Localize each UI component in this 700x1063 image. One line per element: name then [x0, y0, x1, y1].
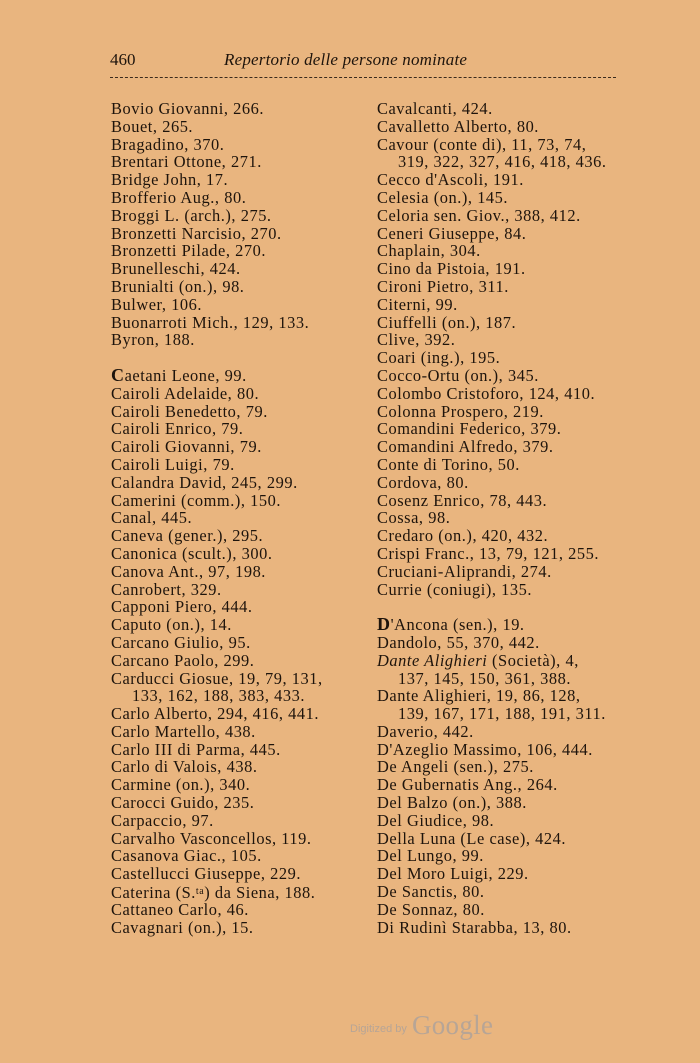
entry-text: Cino da Pistoia, 191. [377, 259, 526, 279]
entry-text: Cairoli Adelaide, 80. [111, 383, 260, 403]
entry-text: Broggi L. (arch.), 275. [111, 205, 272, 225]
entry-text: Canova Ant., 97, 198. [111, 561, 266, 581]
entry-text: Carlo Alberto, 294, 416, 441. [111, 704, 320, 724]
index-entry [377, 581, 622, 599]
index-entry [377, 118, 622, 136]
index-entry [111, 456, 356, 474]
index-entry [111, 847, 356, 865]
index-entry [111, 723, 356, 741]
index-entry [111, 207, 356, 225]
index-entry [111, 136, 356, 154]
index-entry [111, 634, 356, 652]
index-entry [377, 758, 622, 776]
index-entry [377, 367, 622, 385]
index-entry [377, 474, 622, 492]
index-entry [377, 136, 622, 154]
entry-text: 139, 167, 171, 188, 191, 311. [398, 704, 606, 724]
index-entry [111, 260, 356, 278]
entry-text: De Angeli (sen.), 275. [377, 757, 534, 777]
entry-text: 'Ancona (sen.), 19. [390, 615, 525, 635]
entry-text: Carducci Giosue, 19, 79, 131, [111, 668, 323, 688]
entry-text: Ceneri Giuseppe, 84. [377, 223, 527, 243]
index-entry [377, 527, 622, 545]
entry-text: Del Giudice, 98. [377, 810, 495, 830]
section-initial: D [377, 614, 391, 635]
entry-text: Comandini Federico, 379. [377, 419, 562, 439]
index-entry [111, 225, 356, 243]
section-gap [377, 598, 622, 616]
entry-text: Chaplain, 304. [377, 241, 481, 261]
entry-text: Bronzetti Pilade, 270. [111, 241, 267, 261]
entry-text: Di Rudinì Starabba, 13, 80. [377, 917, 572, 937]
index-entry [111, 652, 356, 670]
entry-text: Cavalletto Alberto, 80. [377, 116, 539, 136]
entry-italic-name: Dante Alighieri [377, 650, 488, 670]
entry-text: Capponi Piero, 444. [111, 597, 253, 617]
entry-text: Cairoli Luigi, 79. [111, 454, 235, 474]
entry-text: Cairoli Enrico, 79. [111, 419, 244, 439]
entry-text: Coari (ing.), 195. [377, 348, 501, 368]
index-entry [111, 883, 356, 901]
entry-text: Canonica (scult.), 300. [111, 543, 273, 563]
entry-text: Brunialti (on.), 98. [111, 276, 245, 296]
google-logo: Google [411, 1010, 494, 1040]
entry-text: De Sonnaz, 80. [377, 899, 485, 919]
entry-text: Carcano Paolo, 299. [111, 650, 255, 670]
entry-text: Ciuffelli (on.), 187. [377, 312, 517, 332]
entry-text: 133, 162, 188, 383, 433. [132, 686, 306, 706]
index-entry [111, 331, 356, 349]
index-entry [377, 171, 622, 189]
index-column-right [377, 100, 622, 936]
entry-text: Clive, 392. [377, 330, 456, 350]
entry-text: De Sanctis, 80. [377, 882, 485, 902]
entry-text: Colonna Prospero, 219. [377, 401, 544, 421]
entry-text: 137, 145, 150, 361, 388. [398, 668, 572, 688]
entry-text: Celesia (on.), 145. [377, 187, 509, 207]
entry-text: Celoria sen. Giov., 388, 412. [377, 205, 581, 225]
entry-text: (Società), 4, [487, 650, 579, 670]
index-entry [377, 385, 622, 403]
entry-text: Byron, 188. [111, 330, 195, 350]
index-entry [111, 865, 356, 883]
entry-text: Caputo (on.), 14. [111, 615, 232, 635]
index-entry [377, 776, 622, 794]
entry-text: Carmine (on.), 340. [111, 775, 251, 795]
entry-text: Dandolo, 55, 370, 442. [377, 632, 540, 652]
index-entry [111, 616, 356, 634]
index-entry [377, 865, 622, 883]
index-entry [111, 794, 356, 812]
entry-text: Bragadino, 370. [111, 134, 225, 154]
index-entry [377, 847, 622, 865]
index-entry [111, 581, 356, 599]
index-entry [377, 349, 622, 367]
index-entry [377, 438, 622, 456]
index-entry [377, 260, 622, 278]
index-entry [111, 403, 356, 421]
entry-text: Bronzetti Narcisio, 270. [111, 223, 282, 243]
entry-text: Cocco-Ortu (on.), 345. [377, 365, 539, 385]
entry-text: De Gubernatis Ang., 264. [377, 775, 558, 795]
index-entry [377, 403, 622, 421]
entry-text: Della Luna (Le case), 424. [377, 828, 567, 848]
entry-text: Carlo di Valois, 438. [111, 757, 258, 777]
index-entry [377, 652, 622, 670]
index-entry [377, 616, 622, 634]
entry-text: Comandini Alfredo, 379. [377, 437, 554, 457]
entry-text: Camerini (comm.), 150. [111, 490, 282, 510]
entry-text: Cossa, 98. [377, 508, 451, 528]
index-entry [377, 456, 622, 474]
index-entry [377, 314, 622, 332]
entry-text: Cosenz Enrico, 78, 443. [377, 490, 548, 510]
entry-text: Calandra David, 245, 299. [111, 472, 298, 492]
index-entry [111, 545, 356, 563]
index-entry [377, 883, 622, 901]
entry-text: Cavalcanti, 424. [377, 99, 493, 118]
entry-text: Del Balzo (on.), 388. [377, 793, 527, 813]
index-entry [111, 758, 356, 776]
index-entry [111, 598, 356, 616]
entry-text: Carlo Martello, 438. [111, 721, 256, 741]
index-entry-continuation [111, 687, 356, 705]
index-entry [111, 278, 356, 296]
entry-text: Bovio Giovanni, 266. [111, 99, 265, 118]
entry-text: aetani Leone, 99. [124, 365, 247, 385]
index-entry [111, 563, 356, 581]
entry-text: Carocci Guido, 235. [111, 793, 255, 813]
index-column-left [111, 100, 356, 936]
index-entry [377, 296, 622, 314]
index-entry [111, 901, 356, 919]
index-entry [377, 741, 622, 759]
digitized-by-label: Digitized by [350, 1023, 407, 1035]
index-entry [111, 492, 356, 510]
index-entry [111, 100, 356, 118]
index-entry [377, 812, 622, 830]
index-entry [377, 794, 622, 812]
entry-text: Casanova Giac., 105. [111, 846, 262, 866]
entry-text: Cecco d'Ascoli, 191. [377, 170, 524, 190]
entry-text: Bulwer, 106. [111, 294, 203, 314]
index-entry [377, 634, 622, 652]
index-entry [377, 509, 622, 527]
entry-text: Caneva (gener.), 295. [111, 526, 264, 546]
index-entry [111, 812, 356, 830]
index-entry [111, 509, 356, 527]
index-entry [111, 420, 356, 438]
page-header [110, 50, 616, 74]
index-entry [111, 153, 356, 171]
header-rule [110, 77, 616, 78]
index-entry [111, 474, 356, 492]
index-entry [377, 225, 622, 243]
index-entry [111, 296, 356, 314]
section-gap [111, 349, 356, 367]
entry-text: Credaro (on.), 420, 432. [377, 526, 549, 546]
index-entry [377, 687, 622, 705]
index-entry [377, 420, 622, 438]
entry-text: Cairoli Giovanni, 79. [111, 437, 262, 457]
entry-text-tail: ) da Siena, 188. [204, 883, 316, 903]
entry-text: Crispi Franc., 13, 79, 121, 255. [377, 543, 600, 563]
entry-text: Cattaneo Carlo, 46. [111, 899, 249, 919]
index-entry [111, 776, 356, 794]
entry-text: Cordova, 80. [377, 472, 469, 492]
entry-text: Carcano Giulio, 95. [111, 632, 251, 652]
index-entry [111, 438, 356, 456]
index-entry [111, 364, 356, 385]
entry-text: Buonarroti Mich., 129, 133. [111, 312, 310, 332]
entry-text: Brunelleschi, 424. [111, 259, 241, 279]
entry-text: Brofferio Aug., 80. [111, 187, 247, 207]
index-entry [377, 207, 622, 225]
index-entry [111, 705, 356, 723]
page-number: 460 [110, 50, 136, 69]
index-entry [377, 830, 622, 848]
entry-text: Daverio, 442. [377, 721, 474, 741]
entry-text: Cruciani-Aliprandi, 274. [377, 561, 552, 581]
entry-text: Carvalho Vasconcellos, 119. [111, 828, 312, 848]
index-entry [111, 385, 356, 403]
index-entry-continuation [377, 670, 622, 688]
entry-text: Castellucci Giuseppe, 229. [111, 864, 302, 884]
entry-text: Cairoli Benedetto, 79. [111, 401, 268, 421]
entry-text: Currie (coniugi), 135. [377, 579, 533, 599]
index-entry-continuation [377, 153, 622, 171]
index-entry [111, 242, 356, 260]
index-entry [111, 670, 356, 688]
section-initial: C [111, 364, 125, 385]
index-entry-continuation [377, 705, 622, 723]
index-entry [111, 527, 356, 545]
index-entry [377, 492, 622, 510]
index-entry [111, 189, 356, 207]
entry-text: Bridge John, 17. [111, 170, 229, 190]
index-entry [377, 901, 622, 919]
index-entry [377, 278, 622, 296]
index-entry [111, 919, 356, 937]
entry-text: Carpaccio, 97. [111, 810, 214, 830]
index-entry [377, 919, 622, 937]
entry-text: D'Azeglio Massimo, 106, 444. [377, 739, 593, 759]
index-entry [377, 545, 622, 563]
entry-text: Cironi Pietro, 311. [377, 276, 509, 296]
entry-superscript: ta [195, 886, 205, 898]
digitization-watermark [350, 1010, 493, 1044]
index-entry [377, 723, 622, 741]
entry-text: Cavagnari (on.), 15. [111, 917, 254, 937]
index-entry [111, 171, 356, 189]
index-entry [377, 242, 622, 260]
entry-text: Canal, 445. [111, 508, 193, 528]
entry-text: Caterina (S. [111, 883, 196, 903]
index-entry [377, 189, 622, 207]
entry-text: Conte di Torino, 50. [377, 454, 520, 474]
index-entry [111, 741, 356, 759]
index-entry [111, 830, 356, 848]
entry-text: Dante Alighieri, 19, 86, 128, [377, 686, 581, 706]
entry-text: Citerni, 99. [377, 294, 458, 314]
entry-text: Carlo III di Parma, 445. [111, 739, 281, 759]
entry-text: Canrobert, 329. [111, 579, 222, 599]
entry-text: Brentari Ottone, 271. [111, 152, 262, 172]
entry-text: Colombo Cristoforo, 124, 410. [377, 383, 596, 403]
index-entry [377, 563, 622, 581]
entry-text: Cavour (conte di), 11, 73, 74, [377, 134, 587, 154]
index-entry [111, 314, 356, 332]
index-entry [377, 100, 622, 118]
entry-text: 319, 322, 327, 416, 418, 436. [398, 152, 607, 172]
entry-text: Bouet, 265. [111, 116, 194, 136]
entry-text: Del Moro Luigi, 229. [377, 864, 529, 884]
running-title: Repertorio delle persone nominate [224, 50, 468, 69]
entry-text: Del Lungo, 99. [377, 846, 484, 866]
index-entry [377, 331, 622, 349]
index-entry [111, 118, 356, 136]
